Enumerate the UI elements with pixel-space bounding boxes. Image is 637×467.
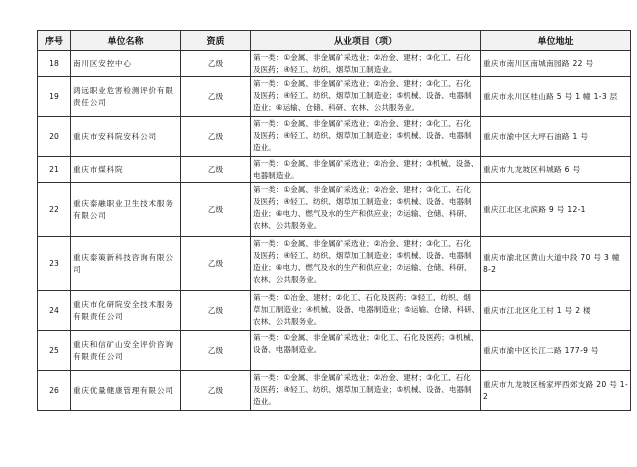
row-address: 重庆市江北区化工村 1 号 2 楼 bbox=[481, 291, 631, 331]
row-address: 重庆市九龙坡区杨家坪西郊支路 20 号 1-2 bbox=[481, 371, 631, 411]
row-scope bbox=[251, 237, 481, 291]
scope-line: 第一类：①冶金、建材；②化工、石化及医药；③轻工、纺织、烟 bbox=[253, 293, 471, 302]
scope-line: 第一类：①金属、非金属矿采选业；②冶金、建材；③机械、设备、 bbox=[253, 159, 479, 168]
scope-line: 造业。 bbox=[253, 143, 276, 152]
row-grade: 乙级 bbox=[181, 157, 251, 183]
row-address: 重庆市渝中区长江二路 177-9 号 bbox=[481, 331, 631, 371]
table-row bbox=[38, 291, 631, 331]
row-grade: 乙级 bbox=[181, 237, 251, 291]
row-name: 重庆和信矿山安全评价咨询有限责任公司 bbox=[71, 331, 181, 371]
scope-line: 第一类：①金属、非金属矿采选业；②冶金、建材；③化工、石化 bbox=[253, 185, 471, 194]
row-grade: 乙级 bbox=[181, 331, 251, 371]
row-no: 23 bbox=[38, 237, 71, 291]
row-name: 重庆优量健康管理有限公司 bbox=[71, 371, 181, 411]
scope-line: 第一类：①金属、非金属矿采选业；②冶金、建材；③化工、石化 bbox=[253, 53, 471, 62]
table-row bbox=[38, 331, 631, 371]
row-address: 重庆市永川区桂山路 5 号 1 幢 1-3 层 bbox=[481, 77, 631, 117]
table-row bbox=[38, 371, 631, 411]
table-row bbox=[38, 237, 631, 291]
header-scope: 从业项目（项） bbox=[251, 31, 481, 51]
row-scope bbox=[251, 157, 481, 183]
scope-line: 及医药；④轻工、纺织、烟草加工制造业；⑤机械、设备、电器制 bbox=[253, 197, 472, 206]
row-name: 南川区安控中心 bbox=[71, 51, 181, 77]
header-row bbox=[38, 31, 631, 51]
row-name: 重庆市煤科院 bbox=[71, 157, 181, 183]
scope-line: 造业；⑥电力、燃气及水的生产和供应业；⑦运输、仓储、科研、 bbox=[253, 209, 472, 218]
row-grade: 乙级 bbox=[181, 77, 251, 117]
row-name: 重庆泰策新科技咨询有限公司 bbox=[71, 237, 181, 291]
table-row bbox=[38, 77, 631, 117]
table-row bbox=[38, 157, 631, 183]
scope-line: 农林、公共服务业。 bbox=[253, 317, 322, 326]
row-no: 22 bbox=[38, 183, 71, 237]
row-address: 重庆市渝北区黄山大道中段 70 号 3 幢 8-2 bbox=[481, 237, 631, 291]
row-name: 重庆市安科院安科公司 bbox=[71, 117, 181, 157]
scope-line: 农林、公共服务业。 bbox=[253, 221, 322, 230]
scope-line: 农林、公共服务业。 bbox=[253, 275, 322, 284]
row-name: 鸿远职业危害检测评价有限责任公司 bbox=[71, 77, 181, 117]
scope-line: 及医药；④轻工、纺织、烟草加工制造业。 bbox=[253, 65, 397, 74]
scope-line: 造业；⑥运输、仓储、科研、农林、公共服务业。 bbox=[253, 103, 420, 112]
header-no: 序号 bbox=[38, 31, 71, 51]
scope-line: 及医药；④轻工、纺织、烟草加工制造业；⑤机械、设备、电器制 bbox=[253, 131, 472, 140]
row-grade: 乙级 bbox=[181, 183, 251, 237]
row-no: 24 bbox=[38, 291, 71, 331]
row-scope bbox=[251, 371, 481, 411]
row-scope bbox=[251, 117, 481, 157]
table-header bbox=[38, 31, 631, 51]
scope-line: 第一类：①金属、非金属矿采选业；②冶金、建材；③化工、石化 bbox=[253, 79, 471, 88]
row-no: 26 bbox=[38, 371, 71, 411]
table-row bbox=[38, 51, 631, 77]
scope-line: 第一类：①金属、非金属矿采选业；②冶金、建材；③化工、石化 bbox=[253, 373, 471, 382]
table-body bbox=[38, 51, 631, 411]
row-scope bbox=[251, 331, 481, 371]
scope-line: 第一类：①金属、非金属矿采选业；②冶金、建材；③化工、石化 bbox=[253, 239, 471, 248]
scope-line: 造业；⑥电力、燃气及水的生产和供应业；⑦运输、仓储、科研、 bbox=[253, 263, 472, 272]
row-scope bbox=[251, 183, 481, 237]
scope-line: 第一类：①金属、非金属矿采选业；②冶金、建材；③化工、石化 bbox=[253, 119, 471, 128]
row-grade: 乙级 bbox=[181, 51, 251, 77]
scope-line: 草加工制造业；④机械、设备、电器制造业；⑤运输、仓储、科研、 bbox=[253, 305, 480, 314]
scope-line: 设备、电器制造业。 bbox=[253, 345, 322, 354]
row-address: 重庆市渝中区大坪石油路 1 号 bbox=[481, 117, 631, 157]
header-name: 单位名称 bbox=[71, 31, 181, 51]
row-scope bbox=[251, 77, 481, 117]
row-scope bbox=[251, 291, 481, 331]
table-row bbox=[38, 183, 631, 237]
row-address: 重庆市九龙坡区科城路 6 号 bbox=[481, 157, 631, 183]
scope-line: 及医药；④轻工、纺织、烟草加工制造业；⑤机械、设备、电器制 bbox=[253, 251, 472, 260]
row-no: 21 bbox=[38, 157, 71, 183]
row-grade: 乙级 bbox=[181, 371, 251, 411]
header-grade: 资质 bbox=[181, 31, 251, 51]
table-row bbox=[38, 117, 631, 157]
row-address: 重庆江北区北滨路 9 号 12-1 bbox=[481, 183, 631, 237]
scope-line: 电器制造业。 bbox=[253, 171, 299, 180]
scope-line: 第一类：①金属、非金属矿采选业；②化工、石化及医药；③机械、 bbox=[253, 333, 479, 342]
row-grade: 乙级 bbox=[181, 291, 251, 331]
scope-line: 造业。 bbox=[253, 397, 276, 406]
row-no: 20 bbox=[38, 117, 71, 157]
row-no: 25 bbox=[38, 331, 71, 371]
header-address: 单位地址 bbox=[481, 31, 631, 51]
row-no: 19 bbox=[38, 77, 71, 117]
row-scope bbox=[251, 51, 481, 77]
row-grade: 乙级 bbox=[181, 117, 251, 157]
row-address: 重庆市南川区南城南园路 22 号 bbox=[481, 51, 631, 77]
row-no: 18 bbox=[38, 51, 71, 77]
scope-line: 及医药；④轻工、纺织、烟草加工制造业；⑤机械、设备、电器制 bbox=[253, 91, 472, 100]
qualification-table bbox=[37, 30, 631, 411]
scope-line: 及医药；④轻工、纺织、烟草加工制造业；⑤机械、设备、电器制 bbox=[253, 385, 472, 394]
row-name: 重庆泰融职业卫生技术服务有限公司 bbox=[71, 183, 181, 237]
row-name: 重庆市化研院安全技术服务有限责任公司 bbox=[71, 291, 181, 331]
